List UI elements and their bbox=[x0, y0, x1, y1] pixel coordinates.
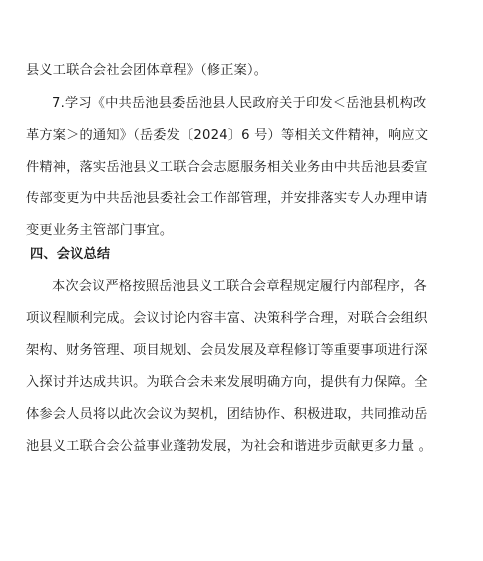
section-heading: 四、会议总结 bbox=[30, 247, 111, 262]
paragraph-line: 7.学习《中共岳池县委岳池县人民政府关于印发＜岳池县机构改 bbox=[52, 96, 427, 111]
paragraph-line: 传部变更为中共岳池县委社会工作部管理，并安排落实专人办理申请 bbox=[26, 191, 428, 206]
paragraph-line: 变更业务主管部门事宜。 bbox=[26, 223, 174, 238]
paragraph-line: 件精神，落实岳池县义工联合会志愿服务相关业务由中共岳池县委宣 bbox=[26, 160, 428, 175]
paragraph-line: 项议程顺利完成。会议讨论内容丰富、决策科学合理，对联合会组织 bbox=[26, 311, 428, 326]
paragraph-line: 体参会人员将以此次会议为契机，团结协作、积极进取，共同推动岳 bbox=[26, 407, 428, 422]
paragraph-line: 革方案＞的通知》（岳委发〔2024〕6 号）等相关文件精神，响应文 bbox=[26, 128, 429, 143]
paragraph-line: 县义工联合会社会团体章程》（修正案）。 bbox=[26, 63, 268, 78]
paragraph-line: 池县义工联合会公益事业蓬勃发展，为社会和谐进步贡献更多力量 。 bbox=[26, 439, 433, 454]
paragraph-line: 架构、财务管理、项目规划、会员发展及章程修订等重要事项进行深 bbox=[26, 343, 428, 358]
paragraph-line: 入探讨并达成共识。为联合会未来发展明确方向，提供有力保障。全 bbox=[26, 375, 428, 390]
paragraph-line: 本次会议严格按照岳池县义工联合会章程规定履行内部程序，各 bbox=[52, 279, 427, 294]
